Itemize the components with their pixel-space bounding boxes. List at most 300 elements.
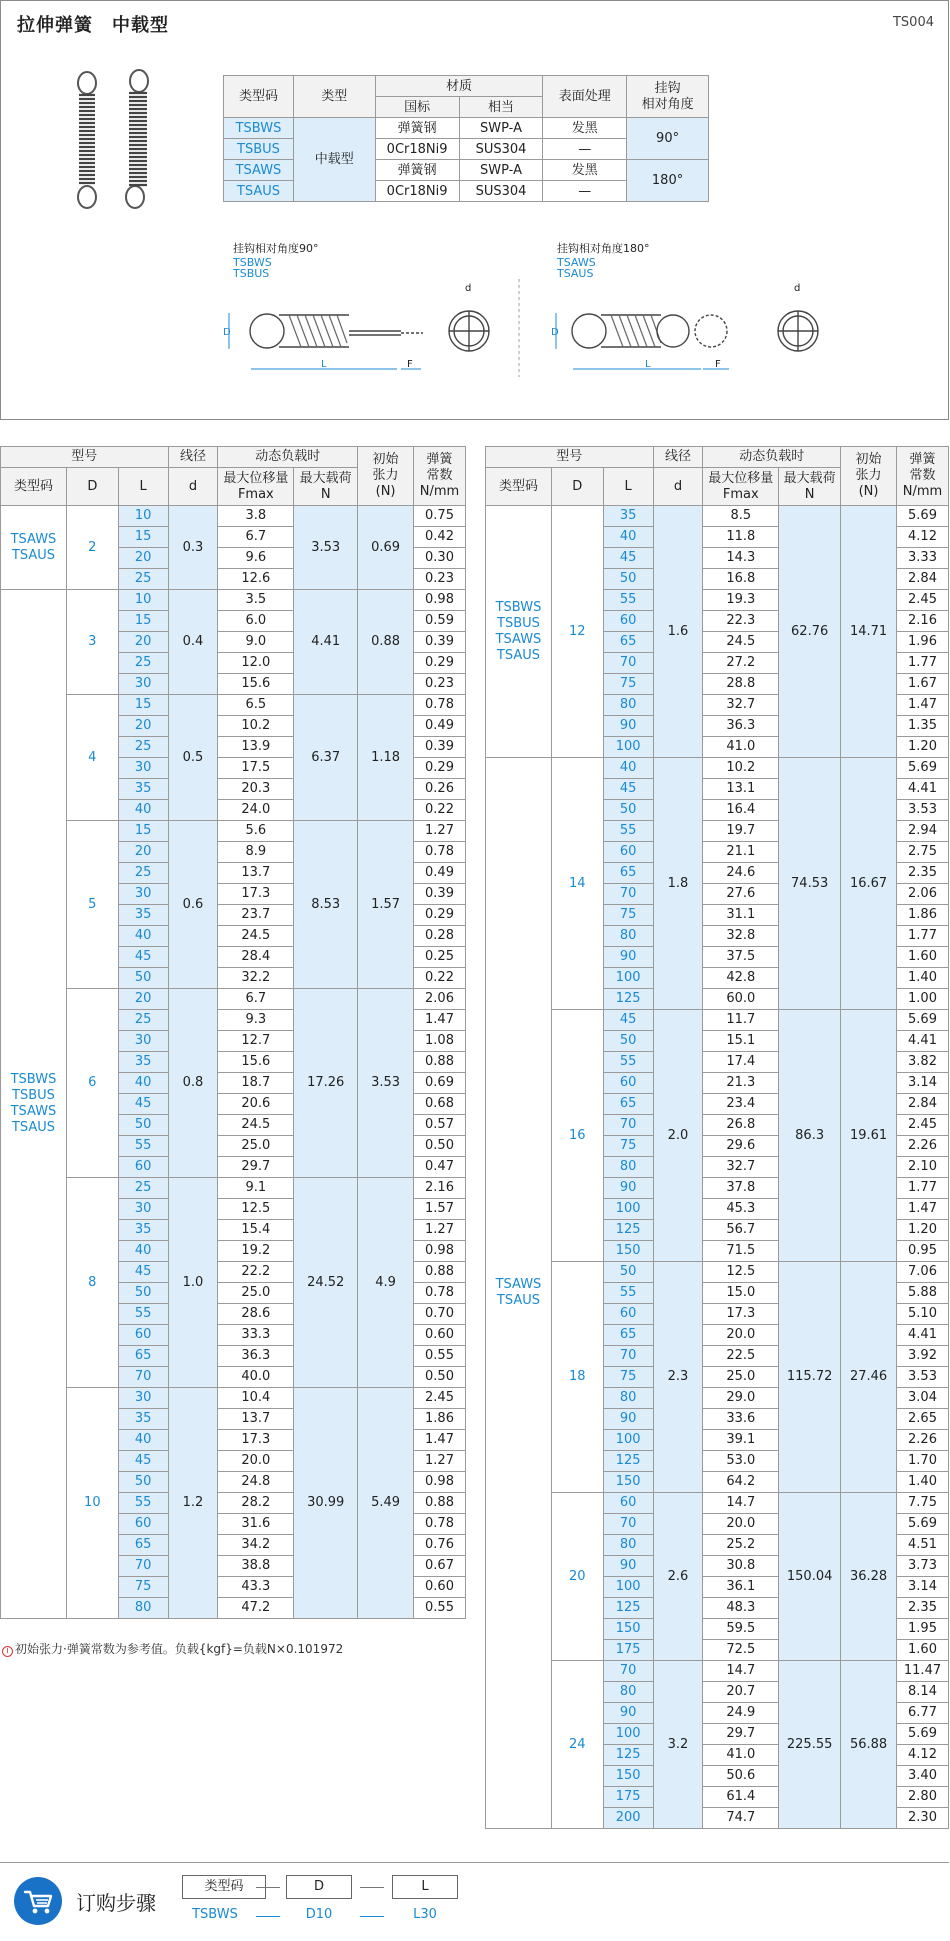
spring-rate-cell: 0.98 xyxy=(414,590,466,611)
length-cell: 75 xyxy=(603,905,653,926)
length-cell: 90 xyxy=(603,947,653,968)
spring-rate-cell: 1.00 xyxy=(897,989,949,1010)
spring-rate-cell: 4.41 xyxy=(897,779,949,800)
th-type-code: 类型码 xyxy=(486,468,552,506)
length-cell: 15 xyxy=(118,527,168,548)
th-D: D xyxy=(66,468,118,506)
material-gb: 弹簧钢 xyxy=(375,118,459,139)
spring-rate-cell: 1.08 xyxy=(414,1031,466,1052)
dim-L-left: L xyxy=(321,359,327,370)
table-row xyxy=(486,1262,949,1283)
diagram-left-title: 挂钩相对角度90° xyxy=(233,242,319,255)
spring-rate-cell: 1.70 xyxy=(897,1451,949,1472)
wire-cell: 1.2 xyxy=(168,1388,218,1619)
fmax-cell: 50.6 xyxy=(703,1766,779,1787)
table-row xyxy=(486,758,949,779)
fmax-cell: 11.8 xyxy=(703,527,779,548)
length-cell: 35 xyxy=(118,1052,168,1073)
d-outer-cell: 10 xyxy=(66,1388,118,1619)
fmax-cell: 6.7 xyxy=(218,989,294,1010)
wire-cell: 3.2 xyxy=(653,1661,703,1829)
fmax-cell: 20.3 xyxy=(218,779,294,800)
th-type-code: 类型码 xyxy=(1,468,67,506)
max-load-cell: 225.55 xyxy=(779,1661,841,1829)
spring-rate-cell: 0.39 xyxy=(414,884,466,905)
max-load-cell: 30.99 xyxy=(294,1388,358,1619)
d-outer-cell: 5 xyxy=(66,821,118,989)
spring-rate-cell: 2.84 xyxy=(897,569,949,590)
fmax-cell: 6.0 xyxy=(218,611,294,632)
table-row xyxy=(486,1661,949,1682)
fmax-cell: 43.3 xyxy=(218,1577,294,1598)
fmax-cell: 17.3 xyxy=(703,1304,779,1325)
spring-rate-cell: 0.50 xyxy=(414,1367,466,1388)
th-max-load: 最大载荷 N xyxy=(779,468,841,506)
spring-rate-cell: 2.35 xyxy=(897,863,949,884)
spring-rate-cell: 1.60 xyxy=(897,947,949,968)
spring-rate-cell: 5.69 xyxy=(897,1724,949,1745)
spring-rate-cell: 0.76 xyxy=(414,1535,466,1556)
fmax-cell: 36.3 xyxy=(218,1346,294,1367)
d-outer-cell: 24 xyxy=(551,1661,603,1829)
length-cell: 40 xyxy=(118,926,168,947)
spring-rate-cell: 3.14 xyxy=(897,1577,949,1598)
fmax-cell: 12.5 xyxy=(703,1262,779,1283)
type-label: 中载型 xyxy=(293,118,375,202)
spring-rate-cell: 2.75 xyxy=(897,842,949,863)
spring-rate-cell: 6.77 xyxy=(897,1703,949,1724)
fmax-cell: 23.7 xyxy=(218,905,294,926)
spring-rate-cell: 0.23 xyxy=(414,569,466,590)
d-outer-cell: 3 xyxy=(66,590,118,695)
material-surface: 发黑 xyxy=(543,118,627,139)
th-dynamic-load: 动态负载时 xyxy=(218,447,358,468)
th-fmax: 最大位移量 Fmax xyxy=(218,468,294,506)
fmax-cell: 25.0 xyxy=(703,1367,779,1388)
fmax-cell: 20.6 xyxy=(218,1094,294,1115)
max-load-cell: 74.53 xyxy=(779,758,841,1010)
length-cell: 80 xyxy=(603,1157,653,1178)
spring-rate-cell: 3.04 xyxy=(897,1388,949,1409)
fmax-cell: 32.2 xyxy=(218,968,294,989)
order-value-code: TSBWS xyxy=(192,1907,238,1922)
d-outer-cell: 4 xyxy=(66,695,118,821)
fmax-cell: 24.6 xyxy=(703,863,779,884)
fmax-cell: 20.0 xyxy=(218,1451,294,1472)
length-cell: 125 xyxy=(603,1220,653,1241)
fmax-cell: 9.1 xyxy=(218,1178,294,1199)
length-cell: 50 xyxy=(118,1283,168,1304)
info-icon: i xyxy=(2,1646,13,1657)
length-cell: 30 xyxy=(118,884,168,905)
spring-rate-cell: 0.47 xyxy=(414,1157,466,1178)
spring-rate-cell: 2.45 xyxy=(897,1115,949,1136)
length-cell: 55 xyxy=(603,1283,653,1304)
material-code: TSAWS xyxy=(224,160,294,181)
fmax-cell: 22.5 xyxy=(703,1346,779,1367)
max-load-cell: 4.41 xyxy=(294,590,358,695)
spring-rate-cell: 2.06 xyxy=(414,989,466,1010)
material-equiv: SWP-A xyxy=(459,118,543,139)
spring-rate-cell: 4.41 xyxy=(897,1031,949,1052)
fmax-cell: 28.2 xyxy=(218,1493,294,1514)
material-gb: 弹簧钢 xyxy=(375,160,459,181)
length-cell: 100 xyxy=(603,1577,653,1598)
order-steps xyxy=(0,1862,949,1940)
fmax-cell: 19.7 xyxy=(703,821,779,842)
diagram-left-code: TSBUS xyxy=(233,267,270,280)
diagram-right-code: TSAWS xyxy=(557,256,596,269)
th-D: D xyxy=(551,468,603,506)
length-cell: 65 xyxy=(603,863,653,884)
spring-rate-cell: 3.14 xyxy=(897,1073,949,1094)
spring-rate-cell: 2.65 xyxy=(897,1409,949,1430)
length-cell: 50 xyxy=(603,1262,653,1283)
spring-rate-cell: 1.86 xyxy=(414,1409,466,1430)
max-load-cell: 62.76 xyxy=(779,506,841,758)
spring-rate-cell: 2.45 xyxy=(414,1388,466,1409)
spring-photo xyxy=(61,69,161,219)
length-cell: 25 xyxy=(118,1010,168,1031)
dim-F-left: F xyxy=(407,359,413,370)
fmax-cell: 3.8 xyxy=(218,506,294,527)
spring-rate-cell: 0.98 xyxy=(414,1472,466,1493)
product-header xyxy=(0,0,949,420)
th-surface: 表面处理 xyxy=(543,76,627,118)
initial-tension-cell: 5.49 xyxy=(358,1388,414,1619)
order-value-L: L30 xyxy=(413,1907,437,1922)
length-cell: 65 xyxy=(603,1325,653,1346)
length-cell: 125 xyxy=(603,989,653,1010)
length-cell: 55 xyxy=(603,590,653,611)
length-cell: 125 xyxy=(603,1451,653,1472)
length-cell: 100 xyxy=(603,1724,653,1745)
fmax-cell: 17.3 xyxy=(218,1430,294,1451)
length-cell: 70 xyxy=(603,1514,653,1535)
spring-rate-cell: 1.95 xyxy=(897,1619,949,1640)
length-cell: 60 xyxy=(118,1325,168,1346)
spring-rate-cell: 2.26 xyxy=(897,1430,949,1451)
dim-d-right: d xyxy=(794,283,801,294)
max-load-cell: 8.53 xyxy=(294,821,358,989)
spring-rate-cell: 3.82 xyxy=(897,1052,949,1073)
fmax-cell: 26.8 xyxy=(703,1115,779,1136)
th-initial-tension: 初始 张力 (N) xyxy=(358,447,414,506)
length-cell: 40 xyxy=(603,758,653,779)
fmax-cell: 5.6 xyxy=(218,821,294,842)
wire-cell: 2.6 xyxy=(653,1493,703,1661)
order-box-D: D xyxy=(286,1875,352,1899)
fmax-cell: 37.8 xyxy=(703,1178,779,1199)
fmax-cell: 12.0 xyxy=(218,653,294,674)
spring-rate-cell: 2.30 xyxy=(897,1808,949,1829)
spring-rate-cell: 0.39 xyxy=(414,737,466,758)
fmax-cell: 18.7 xyxy=(218,1073,294,1094)
spring-rate-cell: 0.29 xyxy=(414,653,466,674)
table-row xyxy=(1,695,466,716)
length-cell: 15 xyxy=(118,611,168,632)
fmax-cell: 10.2 xyxy=(703,758,779,779)
fmax-cell: 15.0 xyxy=(703,1283,779,1304)
fmax-cell: 11.7 xyxy=(703,1010,779,1031)
fmax-cell: 19.2 xyxy=(218,1241,294,1262)
length-cell: 50 xyxy=(603,800,653,821)
fmax-cell: 24.5 xyxy=(703,632,779,653)
spring-rate-cell: 4.12 xyxy=(897,527,949,548)
length-cell: 150 xyxy=(603,1241,653,1262)
length-cell: 100 xyxy=(603,1430,653,1451)
fmax-cell: 10.2 xyxy=(218,716,294,737)
length-cell: 20 xyxy=(118,548,168,569)
order-divider xyxy=(256,1916,280,1917)
length-cell: 55 xyxy=(118,1136,168,1157)
fmax-cell: 21.3 xyxy=(703,1073,779,1094)
spring-rate-cell: 0.55 xyxy=(414,1346,466,1367)
length-cell: 40 xyxy=(118,1073,168,1094)
spring-rate-cell: 2.16 xyxy=(897,611,949,632)
fmax-cell: 12.7 xyxy=(218,1031,294,1052)
fmax-cell: 8.9 xyxy=(218,842,294,863)
spring-rate-cell: 0.39 xyxy=(414,632,466,653)
spring-rate-cell: 2.94 xyxy=(897,821,949,842)
length-cell: 30 xyxy=(118,1031,168,1052)
spring-rate-cell: 0.88 xyxy=(414,1262,466,1283)
length-cell: 65 xyxy=(603,632,653,653)
fmax-cell: 64.2 xyxy=(703,1472,779,1493)
length-cell: 80 xyxy=(603,1535,653,1556)
th-L: L xyxy=(118,468,168,506)
initial-tension-cell: 1.57 xyxy=(358,821,414,989)
spring-rate-cell: 4.41 xyxy=(897,1325,949,1346)
initial-tension-cell: 19.61 xyxy=(841,1010,897,1262)
spring-rate-cell: 0.29 xyxy=(414,905,466,926)
length-cell: 45 xyxy=(118,1094,168,1115)
d-outer-cell: 18 xyxy=(551,1262,603,1493)
spring-rate-cell: 1.67 xyxy=(897,674,949,695)
length-cell: 55 xyxy=(603,821,653,842)
fmax-cell: 8.5 xyxy=(703,506,779,527)
fmax-cell: 48.3 xyxy=(703,1598,779,1619)
th-wire: 线径 xyxy=(653,447,703,468)
type-code-cell: TSAWS TSAUS xyxy=(1,506,67,590)
th-fmax: 最大位移量 Fmax xyxy=(703,468,779,506)
table-row xyxy=(486,1010,949,1031)
length-cell: 90 xyxy=(603,716,653,737)
d-outer-cell: 6 xyxy=(66,989,118,1178)
length-cell: 20 xyxy=(118,716,168,737)
hook-angle: 180° xyxy=(627,160,709,202)
length-cell: 75 xyxy=(603,674,653,695)
length-cell: 70 xyxy=(118,1556,168,1577)
length-cell: 70 xyxy=(603,1115,653,1136)
fmax-cell: 10.4 xyxy=(218,1388,294,1409)
length-cell: 100 xyxy=(603,737,653,758)
spring-rate-cell: 1.20 xyxy=(897,1220,949,1241)
material-equiv: SWP-A xyxy=(459,160,543,181)
length-cell: 80 xyxy=(603,926,653,947)
spring-rate-cell: 0.50 xyxy=(414,1136,466,1157)
fmax-cell: 33.3 xyxy=(218,1325,294,1346)
fmax-cell: 60.0 xyxy=(703,989,779,1010)
fmax-cell: 6.7 xyxy=(218,527,294,548)
length-cell: 25 xyxy=(118,737,168,758)
fmax-cell: 59.5 xyxy=(703,1619,779,1640)
length-cell: 70 xyxy=(603,653,653,674)
fmax-cell: 13.9 xyxy=(218,737,294,758)
length-cell: 100 xyxy=(603,968,653,989)
fmax-cell: 9.0 xyxy=(218,632,294,653)
fmax-cell: 33.6 xyxy=(703,1409,779,1430)
length-cell: 60 xyxy=(603,842,653,863)
cart-icon xyxy=(14,1877,62,1925)
wire-cell: 1.0 xyxy=(168,1178,218,1388)
length-cell: 45 xyxy=(118,1262,168,1283)
length-cell: 35 xyxy=(118,779,168,800)
order-title: 订购步骤 xyxy=(76,1891,156,1915)
length-cell: 60 xyxy=(603,1493,653,1514)
spring-rate-cell: 0.78 xyxy=(414,1514,466,1535)
page-title: 拉伸弹簧 中载型 xyxy=(17,15,169,36)
fmax-cell: 53.0 xyxy=(703,1451,779,1472)
length-cell: 15 xyxy=(118,821,168,842)
spring-rate-cell: 0.26 xyxy=(414,779,466,800)
th-model: 型号 xyxy=(486,447,654,468)
fmax-cell: 24.0 xyxy=(218,800,294,821)
th-type-code: 类型码 xyxy=(224,76,294,118)
type-code-cell: TSBWS TSBUS TSAWS TSAUS xyxy=(1,590,67,1619)
spring-rate-cell: 0.60 xyxy=(414,1577,466,1598)
spring-rate-cell: 0.22 xyxy=(414,800,466,821)
table-row xyxy=(1,821,466,842)
length-cell: 125 xyxy=(603,1598,653,1619)
d-outer-cell: 2 xyxy=(66,506,118,590)
spring-rate-cell: 3.53 xyxy=(897,800,949,821)
fmax-cell: 6.5 xyxy=(218,695,294,716)
length-cell: 40 xyxy=(118,1241,168,1262)
initial-tension-cell: 4.9 xyxy=(358,1178,414,1388)
spring-dimension-diagram xyxy=(221,279,841,379)
length-cell: 150 xyxy=(603,1619,653,1640)
length-cell: 70 xyxy=(603,884,653,905)
material-table xyxy=(223,75,709,202)
spring-rate-cell: 1.47 xyxy=(897,1199,949,1220)
fmax-cell: 15.4 xyxy=(218,1220,294,1241)
fmax-cell: 27.2 xyxy=(703,653,779,674)
spring-rate-cell: 3.53 xyxy=(897,1367,949,1388)
fmax-cell: 20.7 xyxy=(703,1682,779,1703)
fmax-cell: 17.3 xyxy=(218,884,294,905)
fmax-cell: 20.0 xyxy=(703,1514,779,1535)
length-cell: 80 xyxy=(118,1598,168,1619)
fmax-cell: 36.3 xyxy=(703,716,779,737)
length-cell: 55 xyxy=(118,1493,168,1514)
spring-rate-cell: 0.67 xyxy=(414,1556,466,1577)
spring-rate-cell: 1.40 xyxy=(897,968,949,989)
spring-rate-cell: 1.57 xyxy=(414,1199,466,1220)
fmax-cell: 32.7 xyxy=(703,695,779,716)
spring-rate-cell: 0.25 xyxy=(414,947,466,968)
d-outer-cell: 12 xyxy=(551,506,603,758)
fmax-cell: 24.8 xyxy=(218,1472,294,1493)
fmax-cell: 29.7 xyxy=(703,1724,779,1745)
material-equiv: SUS304 xyxy=(459,139,543,160)
wire-cell: 1.6 xyxy=(653,506,703,758)
order-value-D: D10 xyxy=(305,1907,333,1922)
fmax-cell: 41.0 xyxy=(703,1745,779,1766)
fmax-cell: 40.0 xyxy=(218,1367,294,1388)
length-cell: 150 xyxy=(603,1472,653,1493)
th-hook-angle: 挂钩 相对角度 xyxy=(627,76,709,118)
spring-rate-cell: 0.75 xyxy=(414,506,466,527)
material-gb: 0Cr18Ni9 xyxy=(375,139,459,160)
length-cell: 30 xyxy=(118,674,168,695)
fmax-cell: 31.1 xyxy=(703,905,779,926)
spring-rate-cell: 7.06 xyxy=(897,1262,949,1283)
fmax-cell: 56.7 xyxy=(703,1220,779,1241)
reference-note-text: 初始张力·弹簧常数为参考值。负载{kgf}=负载N×0.101972 xyxy=(15,1642,344,1656)
d-outer-cell: 8 xyxy=(66,1178,118,1388)
material-surface: — xyxy=(543,139,627,160)
table-row xyxy=(1,1178,466,1199)
length-cell: 65 xyxy=(603,1094,653,1115)
material-code: TSBUS xyxy=(224,139,294,160)
fmax-cell: 15.6 xyxy=(218,1052,294,1073)
reference-note xyxy=(2,1640,343,1657)
fmax-cell: 36.1 xyxy=(703,1577,779,1598)
spring-rate-cell: 1.77 xyxy=(897,1178,949,1199)
spring-rate-cell: 2.06 xyxy=(897,884,949,905)
length-cell: 45 xyxy=(118,947,168,968)
spring-rate-cell: 3.40 xyxy=(897,1766,949,1787)
fmax-cell: 21.1 xyxy=(703,842,779,863)
length-cell: 175 xyxy=(603,1640,653,1661)
length-cell: 90 xyxy=(603,1178,653,1199)
spring-rate-cell: 0.78 xyxy=(414,842,466,863)
fmax-cell: 19.3 xyxy=(703,590,779,611)
length-cell: 80 xyxy=(603,1682,653,1703)
length-cell: 30 xyxy=(118,758,168,779)
fmax-cell: 29.0 xyxy=(703,1388,779,1409)
length-cell: 60 xyxy=(603,1073,653,1094)
spring-rate-cell: 0.28 xyxy=(414,926,466,947)
th-initial-tension: 初始 张力 (N) xyxy=(841,447,897,506)
length-cell: 60 xyxy=(118,1514,168,1535)
length-cell: 10 xyxy=(118,590,168,611)
spring-rate-cell: 1.60 xyxy=(897,1640,949,1661)
fmax-cell: 13.1 xyxy=(703,779,779,800)
initial-tension-cell: 3.53 xyxy=(358,989,414,1178)
spring-rate-cell: 4.51 xyxy=(897,1535,949,1556)
length-cell: 80 xyxy=(603,695,653,716)
length-cell: 60 xyxy=(603,611,653,632)
wire-cell: 2.0 xyxy=(653,1010,703,1262)
length-cell: 25 xyxy=(118,1178,168,1199)
fmax-cell: 14.7 xyxy=(703,1661,779,1682)
wire-cell: 0.3 xyxy=(168,506,218,590)
spring-rate-cell: 1.47 xyxy=(897,695,949,716)
fmax-cell: 28.6 xyxy=(218,1304,294,1325)
spring-rate-cell: 0.30 xyxy=(414,548,466,569)
table-row xyxy=(486,1493,949,1514)
length-cell: 80 xyxy=(603,1388,653,1409)
spring-rate-cell: 1.27 xyxy=(414,1220,466,1241)
length-cell: 150 xyxy=(603,1766,653,1787)
fmax-cell: 24.9 xyxy=(703,1703,779,1724)
length-cell: 200 xyxy=(603,1808,653,1829)
fmax-cell: 32.8 xyxy=(703,926,779,947)
initial-tension-cell: 16.67 xyxy=(841,758,897,1010)
spring-rate-cell: 1.47 xyxy=(414,1430,466,1451)
